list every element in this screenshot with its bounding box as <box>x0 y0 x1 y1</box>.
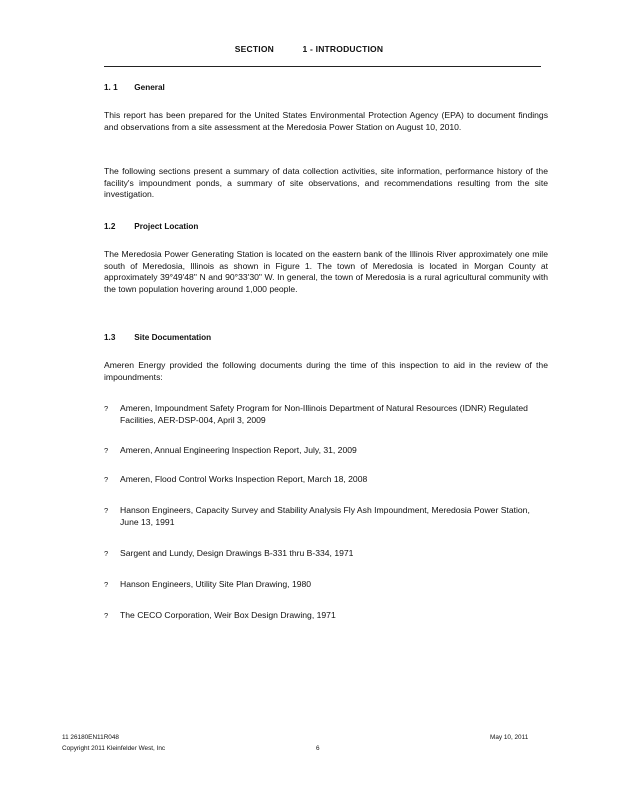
location-paragraph: The Meredosia Power Generating Station is located on the eastern bank of the Illinois River approximately one mile south of Meredosia, Illinois as shown in Figure 1. The town of Meredosia is located in Morgan County at approximately 39°49'48" N and 90°33'30" W. In general, the town of Meredosia is a rural agricultural community with the town population hovering around 1,000 people. <box>104 249 548 294</box>
location-number: 1.2 <box>104 222 116 231</box>
bullet-marker: ? <box>104 549 109 558</box>
list-item-text: Ameren, Flood Control Works Inspection Report, March 18, 2008 <box>120 474 368 484</box>
footer-doc-id: 11 26180EN11R048 <box>62 734 119 741</box>
footer-page-number: 6 <box>316 745 320 752</box>
location-title: Project Location <box>134 222 199 231</box>
list-item-text: Hanson Engineers, Utility Site Plan Drawing, 1980 <box>120 579 312 589</box>
location-heading <box>104 221 548 233</box>
bullet-marker: ? <box>104 446 109 455</box>
list-item-text: The CECO Corporation, Weir Box Design Drawing, 1971 <box>120 610 336 620</box>
section-title: 1 - INTRODUCTION <box>302 44 384 54</box>
general-paragraph-1: This report has been prepared for the United States Environmental Protection Agency (EPA) to document findings and observations from a site assessment at the Meredosia Power Station on August 10, 2010. <box>104 110 548 132</box>
documentation-title: Site Documentation <box>134 333 212 342</box>
footer-copyright: Copyright 2011 Kleinfelder West, Inc <box>62 745 166 752</box>
bullet-marker: ? <box>104 506 109 515</box>
list-item-text: Ameren, Impoundment Safety Program for Non-Illinois Department of Natural Resources (IDNR) Regulated Facilities, AER-DSP-004, April 3, 2009 <box>120 403 528 425</box>
bullet-marker: ? <box>104 611 109 620</box>
list-item-text: Hanson Engineers, Capacity Survey and Stability Analysis Fly Ash Impoundment, Meredosia Power Station, June 13, 1991 <box>120 505 530 527</box>
list-item-text: Sargent and Lundy, Design Drawings B-331 thru B-334, 1971 <box>120 548 354 558</box>
bullet-marker: ? <box>104 475 109 484</box>
section-label: SECTION <box>234 44 274 54</box>
general-paragraph-2: The following sections present a summary of data collection activities, site information, performance history of the facility's impoundment ponds, a summary of site observations, and recommendations resulting from the site investigation. <box>104 166 548 200</box>
documentation-paragraph: Ameren Energy provided the following documents during the time of this inspection to aid in the review of the impoundments: <box>104 360 548 382</box>
header-rule <box>104 66 541 67</box>
bullet-marker: ? <box>104 404 109 413</box>
general-number: 1. 1 <box>104 83 118 92</box>
bullet-marker: ? <box>104 580 109 589</box>
documentation-number: 1.3 <box>104 333 116 342</box>
footer-date: May 10, 2011 <box>490 734 529 741</box>
list-item-text: Ameren, Annual Engineering Inspection Report, July, 31, 2009 <box>120 445 357 455</box>
general-heading <box>104 82 548 94</box>
general-title: General <box>134 83 165 92</box>
section-header <box>0 44 618 54</box>
documentation-heading <box>104 332 548 344</box>
